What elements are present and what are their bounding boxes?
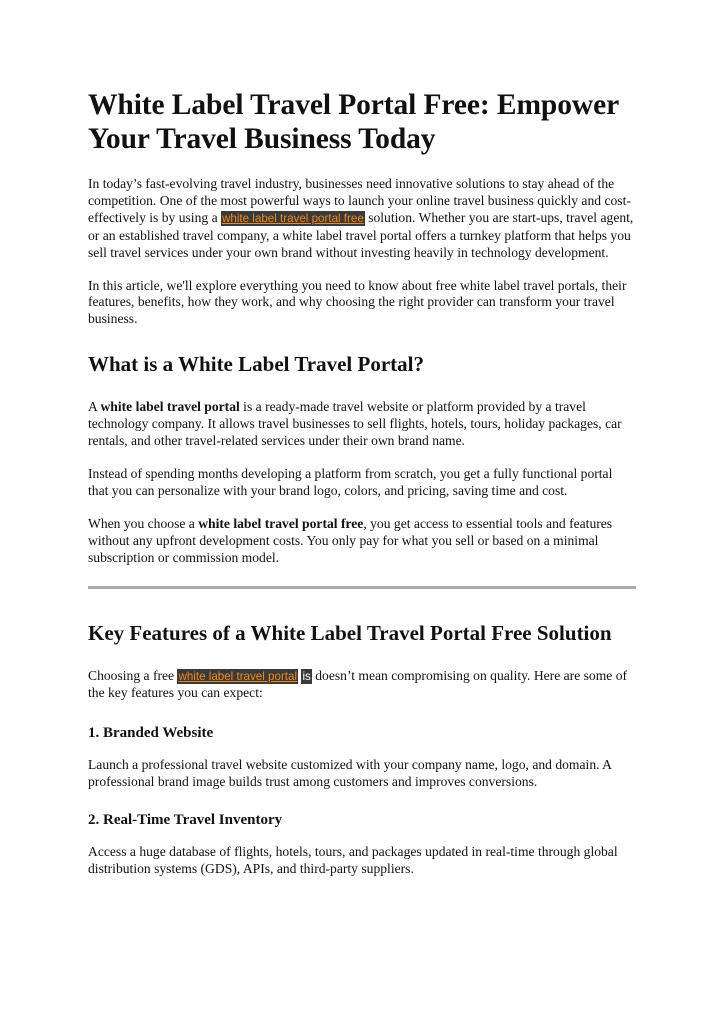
definition-bold-term: white label travel portal: [100, 399, 240, 415]
feature-2-text: Access a huge database of flights, hotels, tours, and packages updated in real-time through global distribution systems (GDS), APIs, and third-party suppliers.: [88, 844, 618, 877]
highlighted-is: is: [302, 669, 311, 683]
intro-paragraph-1: [88, 176, 636, 262]
when-you-choose-paragraph: [88, 516, 636, 567]
feature-1-text: Launch a professional travel website customized with your company name, logo, and domain. A professional brand image builds trust among customers and improves conversions.: [88, 757, 612, 790]
intro-paragraph-2: In this article, we'll explore everything you need to know about free white label travel portals, their features, benefits, how they work, and why choosing the right provider can transform your travel business.: [88, 277, 627, 327]
features-intro-paragraph: [88, 668, 636, 703]
page-title: White Label Travel Portal Free: Empower Your Travel Business Today: [88, 89, 619, 155]
definition-rest: is a ready-made travel website or platform provided by a travel technology company. It allows travel businesses to sell flights, hotels, tours, holiday packages, car rentals, and other travel-related services under their own brand name.: [88, 399, 622, 449]
horizontal-divider: [88, 586, 636, 589]
when-rest: , you get access to essential tools and features without any upfront development costs. You only pay for what you sell or based on a minimal subscription or commission model.: [88, 515, 613, 565]
feature-2-heading: 2. Real-Time Travel Inventory: [88, 812, 283, 829]
feature-1-heading: 1. Branded Website: [88, 725, 214, 742]
definition-prefix: A: [88, 399, 101, 415]
definition-paragraph: [88, 399, 636, 450]
when-bold-term: white label travel portal free: [198, 515, 364, 531]
intro-text-after-link: solution. Whether you are start-ups, travel agent, or an established travel company, a white label travel portal offers a turnkey platform that helps you sell travel services under your own brand without investing heavily in technology development.: [88, 209, 634, 260]
when-prefix: When you choose a: [88, 515, 199, 531]
section-heading-what-is: What is a White Label Travel Portal?: [88, 352, 424, 377]
features-intro-before-link: Choosing a free: [88, 667, 178, 683]
section-heading-key-features: Key Features of a White Label Travel Portal Free Solution: [88, 620, 612, 645]
intro-text-before-link: In today’s fast-evolving travel industry, businesses need innovative solutions to stay ahead of the competition. One of the most powerful ways to launch your online travel business quickly and cost-effectively is by using a: [88, 176, 631, 225]
white-label-travel-portal-free-link[interactable]: white label travel portal free: [222, 211, 364, 225]
features-intro-after-link: doesn’t mean compromising on quality. Here are some of the key features you can expect:: [88, 667, 628, 701]
instead-paragraph: Instead of spending months developing a platform from scratch, you get a fully functional portal that you can personalize with your brand logo, colors, and pricing, saving time and cost.: [88, 465, 613, 498]
white-label-travel-portal-link[interactable]: white label travel portal: [178, 669, 298, 683]
document-page: [88, 80, 636, 894]
